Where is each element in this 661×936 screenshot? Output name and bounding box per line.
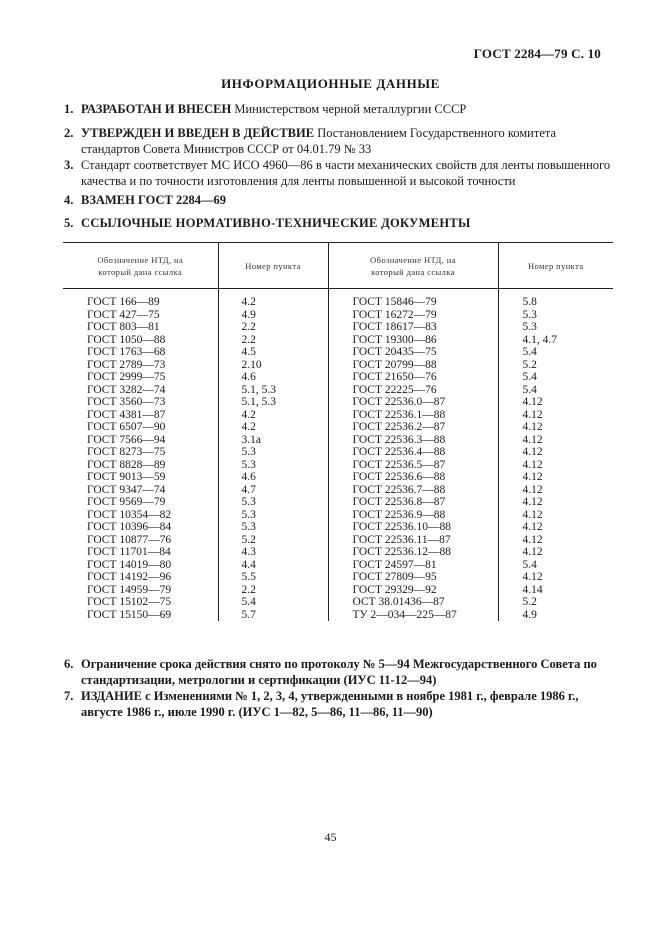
- cell-doc-right: ГОСТ 15846—79: [328, 289, 498, 309]
- table-row: [63, 421, 613, 434]
- cell-doc-left: ГОСТ 8828—89: [87, 458, 166, 471]
- cell-point-right: 4.12: [498, 409, 613, 422]
- info-item-1: [64, 101, 612, 117]
- cell-doc-left: ГОСТ 10877—76: [87, 533, 172, 546]
- cell-doc-left: ГОСТ 15102—75: [87, 596, 172, 608]
- cell-point-left: 5.7: [218, 609, 328, 622]
- item-lead: РАЗРАБОТАН И ВНЕСЕН: [81, 102, 232, 116]
- cell-doc-right: ГОСТ 22536.6—88: [328, 471, 498, 484]
- cell-point-left: 5.3: [218, 496, 328, 509]
- col-header-doc-left: Обозначение НТД, на который дана ссылка: [63, 243, 218, 289]
- cell-doc-left: ГОСТ 8273—75: [87, 446, 166, 458]
- cell-point-left: 4.5: [218, 346, 328, 359]
- cell-doc-right: ГОСТ 22536.9—88: [328, 509, 498, 522]
- cell-doc-right: ГОСТ 22225—76: [328, 384, 498, 397]
- cell-point-left: 5.3: [218, 446, 328, 459]
- cell-doc-right: ГОСТ 22536.10—88: [328, 521, 498, 534]
- cell-point-left: 3.1a: [218, 434, 328, 447]
- cell-point-right: 4.12: [498, 459, 613, 472]
- cell-point-left: 2.2: [218, 321, 328, 334]
- cell-doc-left: ГОСТ 2789—73: [87, 358, 166, 371]
- cell-point-right: 4.12: [498, 421, 613, 434]
- cell-doc-right: ГОСТ 16272—79: [328, 309, 498, 322]
- cell-doc-right: ГОСТ 22536.3—88: [328, 434, 498, 447]
- cell-point-left: 2.10: [218, 359, 328, 372]
- table-row: [63, 546, 613, 559]
- cell-point-left: 4.9: [218, 309, 328, 322]
- table-header-row: [63, 243, 613, 289]
- item-text: ИЗДАНИЕ с Изменениями № 1, 2, 3, 4, утвержденными в ноябре 1981 г., феврале 1986 г., августе 1986 г., июле 1990 г. (ИУС 1—82, 5—86, 11—86, 11—90): [81, 689, 579, 719]
- cell-point-right: 4.1, 4.7: [498, 334, 613, 347]
- cell-point-right: 5.2: [498, 596, 613, 609]
- cell-doc-left: ГОСТ 1050—88: [87, 333, 166, 346]
- cell-doc-right: ТУ 2—034—225—87: [328, 609, 498, 622]
- cell-point-right: 4.12: [498, 509, 613, 522]
- cell-doc-left: ГОСТ 9347—74: [87, 483, 166, 496]
- cell-doc-right: ГОСТ 22536.8—87: [328, 496, 498, 509]
- cell-doc-left: ГОСТ 14192—96: [87, 571, 172, 583]
- item-number: 6.: [64, 657, 74, 671]
- table-row: [63, 384, 613, 397]
- cell-doc-right: ГОСТ 22536.1—88: [328, 409, 498, 422]
- page-title: ИНФОРМАЦИОННЫЕ ДАННЫЕ: [221, 76, 440, 91]
- cell-point-left: 2.2: [218, 334, 328, 347]
- table-row: [63, 609, 613, 622]
- cell-point-left: 4.6: [218, 471, 328, 484]
- table-row: [63, 346, 613, 359]
- cell-point-left: 4.2: [218, 289, 328, 309]
- cell-point-left: 5.3: [218, 459, 328, 472]
- cell-doc-left: ГОСТ 803—81: [87, 321, 160, 333]
- cell-doc-right: ГОСТ 22536.5—87: [328, 459, 498, 472]
- item-number: 1.: [64, 102, 74, 116]
- cell-point-left: 2.2: [218, 584, 328, 597]
- info-item-5: [64, 215, 612, 231]
- table-row: [63, 534, 613, 547]
- cell-point-left: 4.6: [218, 371, 328, 384]
- table-row: [63, 509, 613, 522]
- cell-doc-left: ГОСТ 3282—74: [87, 383, 166, 396]
- cell-doc-left: ГОСТ 166—89: [87, 296, 160, 308]
- cell-doc-left: ГОСТ 2999—75: [87, 371, 166, 383]
- cell-doc-left: ГОСТ 4381—87: [87, 408, 166, 421]
- info-item-3: [64, 157, 612, 189]
- item-number: 3.: [64, 158, 74, 172]
- table-row: [63, 446, 613, 459]
- info-item-2: [64, 125, 612, 157]
- info-item-7: [64, 688, 612, 720]
- cell-point-right: 5.4: [498, 371, 613, 384]
- document-code-header: ГОСТ 2284—79 С. 10: [473, 46, 601, 61]
- cell-point-left: 5.1, 5.3: [218, 384, 328, 397]
- reference-documents-table: [63, 242, 613, 621]
- table-row: [63, 334, 613, 347]
- cell-doc-right: ГОСТ 20435—75: [328, 346, 498, 359]
- item-text: Постановлением Государственного комитета стандартов Совета Министров СССР от 04.01.79 № 33: [81, 126, 557, 156]
- table-row: [63, 309, 613, 322]
- cell-doc-right: ГОСТ 22536.12—88: [328, 546, 498, 559]
- cell-doc-left: ГОСТ 10354—82: [87, 508, 172, 521]
- cell-point-left: 5.5: [218, 571, 328, 584]
- table-row: [63, 396, 613, 409]
- cell-doc-left: ГОСТ 14019—80: [87, 558, 172, 571]
- cell-point-right: 4.12: [498, 471, 613, 484]
- cell-doc-left: ГОСТ 15150—69: [87, 608, 172, 621]
- cell-point-right: 5.3: [498, 309, 613, 322]
- cell-point-right: 5.4: [498, 346, 613, 359]
- cell-point-right: 4.9: [498, 609, 613, 622]
- cell-point-left: 5.4: [218, 596, 328, 609]
- cell-doc-left: ГОСТ 10396—84: [87, 521, 172, 533]
- cell-doc-right: ГОСТ 20799—88: [328, 359, 498, 372]
- cell-doc-left: ГОСТ 427—75: [87, 308, 160, 321]
- table-row: [63, 496, 613, 509]
- table-row: [63, 471, 613, 484]
- cell-doc-right: ГОСТ 22536.2—87: [328, 421, 498, 434]
- cell-doc-left: ГОСТ 9569—79: [87, 496, 166, 508]
- table-row: [63, 434, 613, 447]
- cell-point-left: 5.2: [218, 534, 328, 547]
- cell-point-right: 4.12: [498, 571, 613, 584]
- item-number: 5.: [64, 216, 74, 230]
- info-item-6: [64, 656, 612, 688]
- cell-point-right: 5.2: [498, 359, 613, 372]
- cell-doc-left: ГОСТ 9013—59: [87, 471, 166, 483]
- cell-doc-left: ГОСТ 6507—90: [87, 421, 166, 433]
- table-row: [63, 484, 613, 497]
- item-text: Стандарт соответствует МС ИСО 4960—86 в части механических свойств для ленты повышенного качества и по точности изготовления для ленты повышенной и высокой точности: [81, 158, 611, 188]
- table-row: [63, 596, 613, 609]
- cell-point-right: 4.12: [498, 496, 613, 509]
- table-row: [63, 409, 613, 422]
- cell-point-left: 5.3: [218, 509, 328, 522]
- cell-point-right: 4.12: [498, 434, 613, 447]
- item-number: 2.: [64, 126, 74, 140]
- cell-point-left: 5.1, 5.3: [218, 396, 328, 409]
- cell-point-right: 4.12: [498, 521, 613, 534]
- item-lead: УТВЕРЖДЕН И ВВЕДЕН В ДЕЙСТВИЕ: [81, 126, 315, 140]
- cell-point-right: 5.3: [498, 321, 613, 334]
- item-text: Ограничение срока действия снято по протоколу № 5—94 Межгосударственного Совета по стандартизации, метрологии и сертификации (ИУС 11-12—94): [81, 657, 597, 687]
- table-row: [63, 321, 613, 334]
- table-row: [63, 359, 613, 372]
- col-header-doc-right: Обозначение НТД, на который дана ссылка: [328, 243, 498, 289]
- col-header-point-left: Номер пункта: [218, 243, 328, 289]
- cell-point-left: 4.2: [218, 421, 328, 434]
- table-row: [63, 371, 613, 384]
- cell-doc-right: ГОСТ 18617—83: [328, 321, 498, 334]
- item-text: ССЫЛОЧНЫЕ НОРМАТИВНО-ТЕХНИЧЕСКИЕ ДОКУМЕНТЫ: [81, 216, 471, 230]
- info-item-4: [64, 192, 612, 208]
- cell-doc-right: ГОСТ 29329—92: [328, 584, 498, 597]
- cell-point-left: 4.2: [218, 409, 328, 422]
- cell-point-left: 5.3: [218, 521, 328, 534]
- table-row: [63, 571, 613, 584]
- cell-doc-right: ОСТ 38.01436—87: [328, 596, 498, 609]
- cell-doc-right: ГОСТ 22536.4—88: [328, 446, 498, 459]
- cell-point-left: 4.3: [218, 546, 328, 559]
- cell-point-right: 4.12: [498, 446, 613, 459]
- cell-doc-left: ГОСТ 11701—84: [87, 546, 171, 558]
- cell-point-right: 4.14: [498, 584, 613, 597]
- item-number: 7.: [64, 689, 74, 703]
- cell-point-right: 5.4: [498, 559, 613, 572]
- cell-doc-right: ГОСТ 22536.0—87: [328, 396, 498, 409]
- page-number: 45: [324, 830, 337, 844]
- table-row: [63, 559, 613, 572]
- cell-doc-right: ГОСТ 19300—86: [328, 334, 498, 347]
- cell-point-right: 4.12: [498, 534, 613, 547]
- cell-point-right: 4.12: [498, 546, 613, 559]
- cell-doc-right: ГОСТ 24597—81: [328, 559, 498, 572]
- cell-doc-left: ГОСТ 7566—94: [87, 433, 166, 446]
- cell-doc-left: ГОСТ 1763—68: [87, 346, 166, 358]
- cell-doc-right: ГОСТ 27809—95: [328, 571, 498, 584]
- cell-point-right: 5.8: [498, 289, 613, 309]
- cell-point-left: 4.7: [218, 484, 328, 497]
- item-text: Министерством черной металлургии СССР: [234, 102, 467, 116]
- col-header-point-right: Номер пункта: [498, 243, 613, 289]
- cell-point-left: 4.4: [218, 559, 328, 572]
- table-row: [63, 289, 613, 309]
- cell-doc-right: ГОСТ 22536.7—88: [328, 484, 498, 497]
- cell-doc-left: ГОСТ 14959—79: [87, 583, 172, 596]
- table-row: [63, 459, 613, 472]
- cell-doc-left: ГОСТ 3560—73: [87, 396, 166, 408]
- cell-point-right: 5.4: [498, 384, 613, 397]
- cell-point-right: 4.12: [498, 396, 613, 409]
- table-row: [63, 521, 613, 534]
- table-row: [63, 584, 613, 597]
- item-number: 4.: [64, 193, 74, 207]
- cell-doc-right: ГОСТ 22536.11—87: [328, 534, 498, 547]
- cell-point-right: 4.12: [498, 484, 613, 497]
- cell-doc-right: ГОСТ 21650—76: [328, 371, 498, 384]
- item-text: ВЗАМЕН ГОСТ 2284—69: [81, 193, 226, 207]
